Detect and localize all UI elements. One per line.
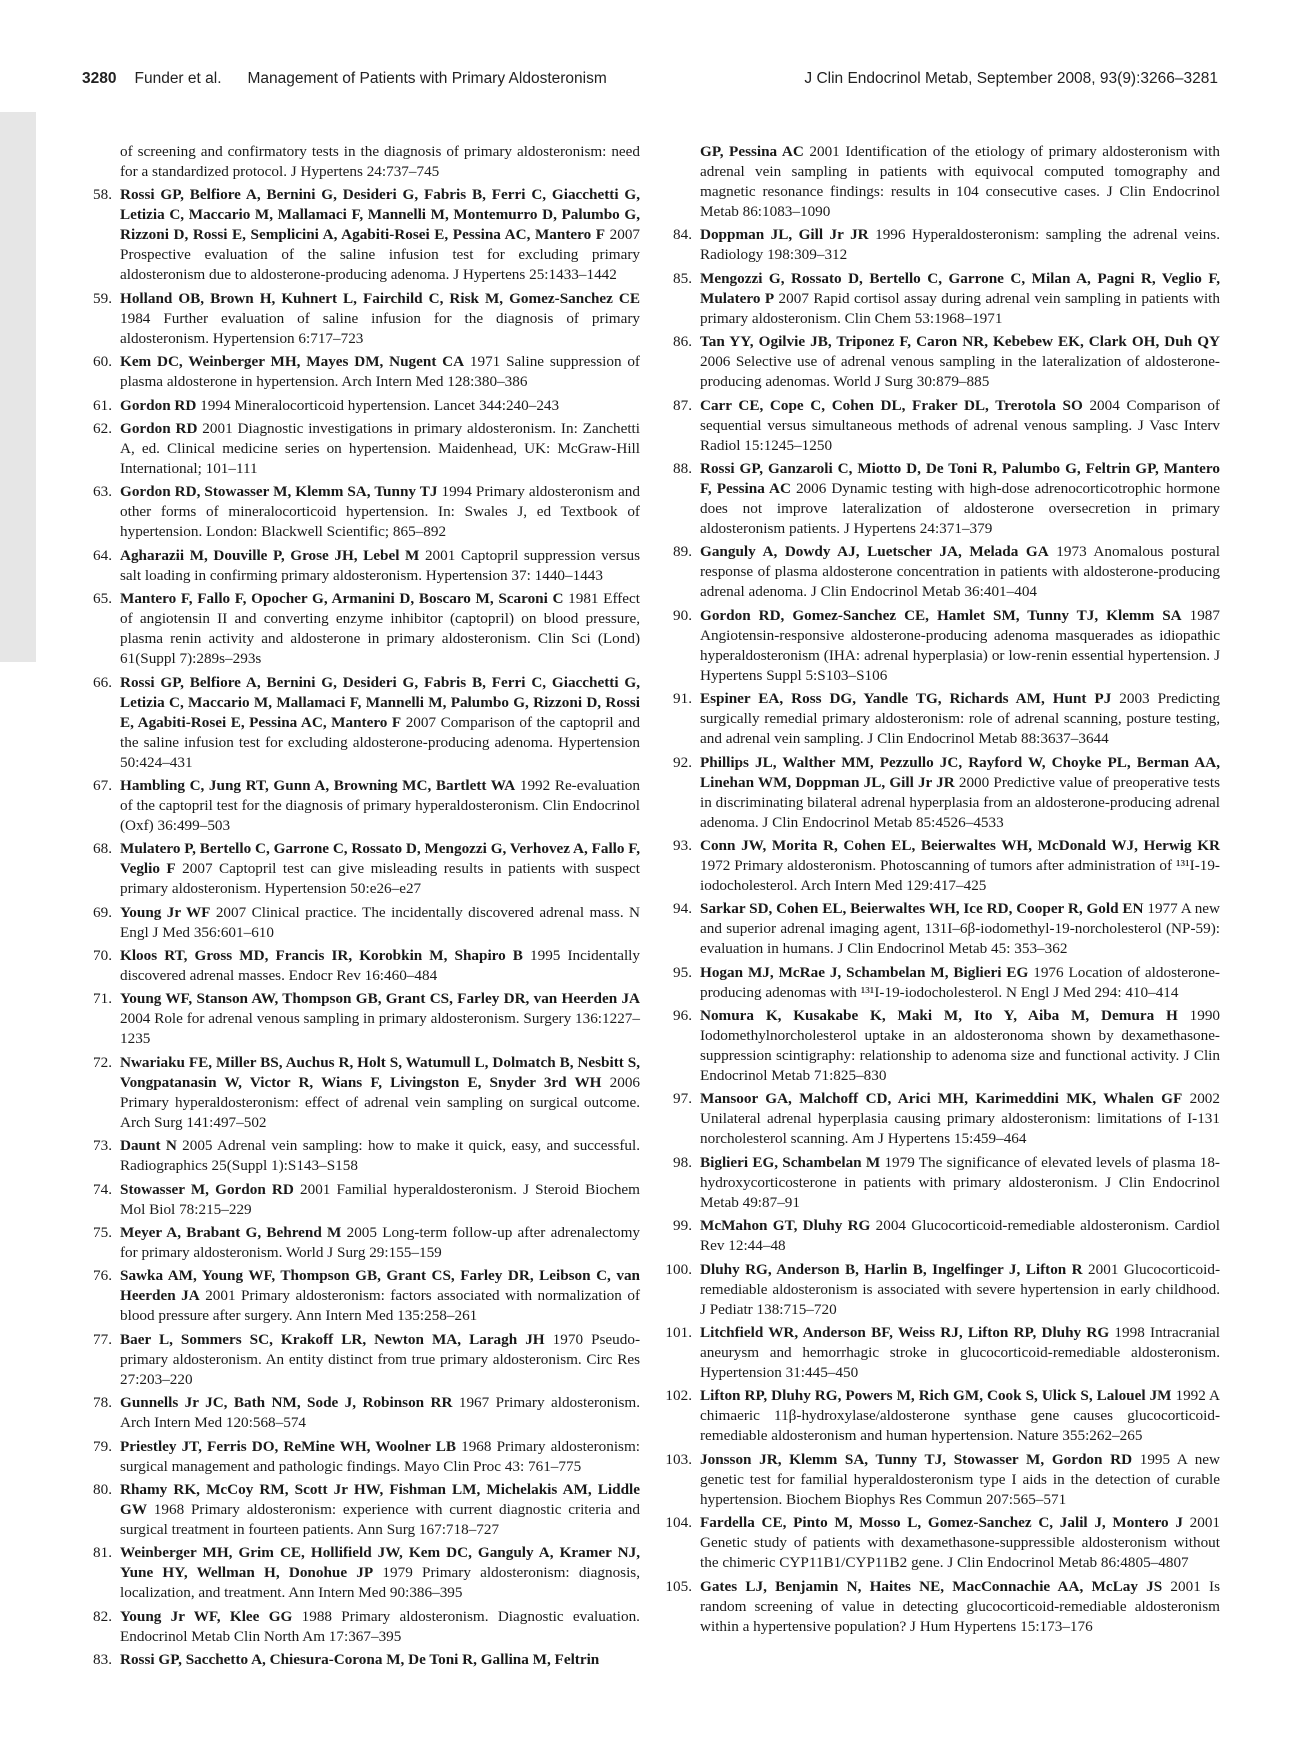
reference-item [665, 1450, 1221, 1510]
reference-number: 90. [673, 606, 692, 624]
reference-number: 66. [93, 673, 112, 691]
reference-authors: Espiner EA, Ross DG, Yandle TG, Richards AM, Hunt PJ [700, 690, 1112, 708]
reference-number: 63. [93, 483, 112, 501]
reference-number: 102. [665, 1387, 692, 1405]
reference-authors: Dluhy RG, Anderson B, Harlin B, Ingelfinger J, Lifton R [700, 1260, 1083, 1278]
reference-authors: Gordon RD [120, 396, 197, 414]
reference-authors: Mantero F, Fallo F, Opocher G, Armanini D, Boscaro M, Scaroni C [120, 590, 564, 608]
reference-number: 77. [93, 1330, 112, 1348]
reference-authors: Ganguly A, Dowdy AJ, Luetscher JA, Melada GA [700, 543, 1049, 561]
reference-number: 84. [673, 226, 692, 244]
reference-item [120, 142, 640, 182]
reference-authors: Weinberger MH, Grim CE, Hollifield JW, Kem DC, Ganguly A, Kramer NJ, Yune HY, Wellman H, Donohue JP [120, 1544, 640, 1582]
reference-text: 2005 Long-term follow-up after adrenalectomy for primary aldosteronism. World J Surg 29:155–159 [120, 1224, 640, 1262]
reference-authors: Jonsson JR, Klemm SA, Tunny TJ, Stowasser M, Gordon RD [700, 1450, 1133, 1468]
reference-authors: Gordon RD, Gomez-Sanchez CE, Hamlet SM, Tunny TJ, Klemm SA [700, 606, 1182, 624]
reference-text: 2001 Familial hyperaldosteronism. J Steroid Biochem Mol Biol 78:215–229 [120, 1180, 640, 1218]
reference-item [673, 899, 1220, 959]
reference-authors: Rossi GP, Ganzaroli C, Miotto D, De Toni R, Palumbo G, Feltrin GP, Mantero F, Pessina AC [700, 459, 1220, 497]
reference-authors: Young Jr WF [120, 903, 211, 921]
reference-item [93, 482, 640, 542]
reference-number: 61. [93, 396, 112, 414]
reference-text: 2007 Captopril test can give misleading results in patients with suspect primary aldosteronism. Hypertension 50:e26–e27 [120, 860, 641, 898]
reference-authors: Tan YY, Ogilvie JB, Triponez F, Caron NR, Kebebew EK, Clark OH, Duh QY [700, 333, 1220, 351]
page-number: 3280 [82, 70, 117, 87]
reference-number: 82. [93, 1607, 112, 1625]
reference-number: 104. [665, 1514, 692, 1532]
reference-text: 1994 Mineralocorticoid hypertension. Lancet 344:240–243 [196, 396, 560, 414]
reference-authors: Sarkar SD, Cohen EL, Beierwaltes WH, Ice RD, Cooper R, Gold EN [700, 900, 1144, 918]
reference-text: 2007 Rapid cortisol assay during adrenal vein sampling in patients with primary aldosteronism. Clin Chem 53:1968–1971 [700, 289, 1220, 327]
reference-item [673, 332, 1220, 392]
side-tab-marker [0, 112, 36, 662]
reference-item [93, 589, 641, 669]
reference-item [93, 1180, 640, 1220]
reference-text: 1973 Anomalous postural response of plasma aldosterone concentration in patients with aldosterone-producing adrenal adenoma. J Clin Endocrinol Metab 36:401–404 [700, 543, 1220, 601]
reference-number: 99. [673, 1217, 692, 1235]
reference-text: 1970 Pseudo-primary aldosteronism. An entity distinct from true primary aldosteronism. Circ Res 27:203–220 [120, 1330, 641, 1388]
reference-number: 79. [93, 1437, 112, 1455]
reference-authors: Hambling C, Jung RT, Gunn A, Browning MC, Bartlett WA [120, 776, 516, 794]
reference-authors: Doppman JL, Gill Jr JR [700, 226, 869, 244]
reference-item [93, 352, 640, 392]
reference-text: 1968 Primary aldosteronism: experience with current diagnostic criteria and surgical treatment in fourteen patients. Ann Surg 167:718–727 [120, 1500, 640, 1538]
reference-item [673, 689, 1220, 749]
reference-item [93, 903, 640, 943]
reference-item [673, 269, 1220, 329]
reference-authors: Meyer A, Brabant G, Behrend M [120, 1224, 342, 1242]
reference-text: 1976 Location of aldosterone-producing adenomas with ¹³¹I-19-iodocholesterol. N Engl J Med 294: 410–414 [700, 963, 1220, 1001]
reference-item [93, 1136, 640, 1176]
reference-text: 2007 Clinical practice. The incidentally discovered adrenal mass. N Engl J Med 356:601–610 [120, 903, 640, 941]
reference-item [700, 142, 1220, 222]
reference-authors: Litchfield WR, Anderson BF, Weiss RJ, Lifton RP, Dluhy RG [700, 1324, 1110, 1342]
reference-authors: Baer L, Sommers SC, Krakoff LR, Newton MA, Laragh JH [120, 1330, 545, 1348]
reference-number: 103. [665, 1450, 692, 1468]
reference-authors: Conn JW, Morita R, Cohen EL, Beierwaltes WH, McDonald WJ, Herwig KR [700, 836, 1220, 854]
reference-number: 93. [673, 836, 692, 854]
reference-number: 98. [673, 1153, 692, 1171]
reference-text: 2001 Identification of the etiology of primary aldosteronism with adrenal vein sampling in patients with equivocal computed tomography and magnetic resonance findings: results in 104 consecutive cases. J Clin Endocrinol Metab 86:1083–1090 [700, 143, 1220, 220]
reference-number: 64. [93, 546, 112, 564]
reference-text: 2006 Selective use of adrenal venous sampling in the lateralization of aldosterone-producing adenomas. World J Surg 30:879–885 [700, 353, 1220, 391]
reference-number: 105. [665, 1577, 692, 1595]
reference-authors: GP, Pessina AC [700, 143, 804, 160]
reference-authors: Gordon RD, Stowasser M, Klemm SA, Tunny TJ [120, 483, 438, 501]
reference-text: 2001 Primary aldosteronism: factors associated with normalization of blood pressure after surgery. Ann Intern Med 135:258–261 [120, 1287, 641, 1325]
reference-number: 96. [673, 1007, 692, 1025]
reference-authors: Nwariaku FE, Miller BS, Auchus R, Holt S, Watumull L, Dolmatch B, Nesbitt S, Vongpatanasin W, Victor R, Wians F, Livingston E, Snyder 3rd WH [120, 1053, 640, 1091]
reference-item [665, 1513, 1221, 1573]
reference-text: 1981 Effect of angiotensin II and converting enzyme inhibitor (captopril) on blood pressure, plasma renin activity and aldosterone in primary aldosteronism. Clin Sci (Lond) 61(Suppl 7):289s–293s [120, 590, 641, 668]
reference-authors: Mulatero P, Bertello C, Garrone C, Rossato D, Mengozzi G, Verhovez A, Fallo F, Veglio F [120, 840, 640, 878]
reference-text: 1988 Primary aldosteronism. Diagnostic evaluation. Endocrinol Metab Clin North Am 17:367–395 [120, 1607, 640, 1645]
reference-text: 1995 Incidentally discovered adrenal masses. Endocr Rev 16:460–484 [120, 947, 640, 985]
reference-number: 67. [93, 776, 112, 794]
reference-text: 1987 Angiotensin-responsive aldosterone-producing adenoma masquerades as idiopathic hyperaldosteronism (IHA: adrenal hyperplasia) or low-renin essential hypertension. J Hypertens Suppl 5:S103–S106 [700, 606, 1220, 684]
reference-authors: Kem DC, Weinberger MH, Mayes DM, Nugent CA [120, 353, 465, 371]
reference-number: 74. [93, 1180, 112, 1198]
reference-item [93, 1053, 640, 1133]
reference-item [93, 776, 640, 836]
reference-item [673, 225, 1220, 265]
reference-number: 58. [93, 186, 112, 204]
reference-text: 1977 A new and superior adrenal imaging agent, 131I–6β-iodomethyl-19-norcholesterol (NP-59): evaluation in humans. J Clin Endocrinol Metab 45: 353–362 [700, 900, 1220, 958]
reference-item [93, 1223, 640, 1263]
reference-text: 1992 Re-evaluation of the captopril test for the diagnosis of primary hyperaldosteronism. Clin Endocrinol (Oxf) 36:499–503 [120, 776, 640, 834]
reference-authors: Gunnells Jr JC, Bath NM, Sode J, Robinson RR [120, 1394, 453, 1412]
reference-text: 2000 Predictive value of preoperative tests in discriminating bilateral adrenal hyperplasia from an aldosterone-producing adrenal adenoma. J Clin Endocrinol Metab 85:4526–4533 [700, 773, 1220, 831]
reference-number: 59. [93, 289, 112, 307]
reference-text: 1995 A new genetic test for familial hyperaldosteronism type I aids in the detection of curable hypertension. Biochem Biophys Res Commun 207:565–571 [700, 1450, 1221, 1508]
reference-authors: Daunt N [120, 1137, 177, 1155]
reference-text: 1972 Primary aldosteronism. Photoscanning of tumors after administration of ¹³¹I-19-iodocholesterol. Arch Intern Med 129:417–425 [700, 856, 1220, 894]
reference-text: 2001 Is random screening of value in detecting glucocorticoid-remediable aldosteronism within a hypertensive population? J Hum Hypertens 15:173–176 [700, 1577, 1220, 1635]
reference-number: 75. [93, 1224, 112, 1242]
reference-number: 80. [93, 1480, 112, 1498]
reference-item [673, 753, 1220, 833]
reference-item [93, 1330, 641, 1390]
reference-item [93, 546, 640, 586]
reference-authors: Biglieri EG, Schambelan M [700, 1153, 881, 1171]
reference-authors: Fardella CE, Pinto M, Mosso L, Gomez-Sanchez C, Jalil J, Montero J [700, 1514, 1183, 1532]
reference-number: 89. [673, 543, 692, 561]
reference-number: 101. [665, 1324, 692, 1342]
reference-number: 86. [673, 333, 692, 351]
reference-authors: Holland OB, Brown H, Kuhnert L, Fairchild C, Risk M, Gomez-Sanchez CE [120, 289, 640, 307]
reference-item [93, 419, 640, 479]
reference-authors: Hogan MJ, McRae J, Schambelan M, Biglieri EG [700, 963, 1029, 981]
reference-number: 68. [93, 840, 112, 858]
reference-authors: Sawka AM, Young WF, Thompson GB, Grant CS, Farley DR, Leibson C, van Heerden JA [120, 1267, 640, 1305]
reference-number: 73. [93, 1137, 112, 1155]
reference-item [665, 1577, 1220, 1637]
reference-authors: Rossi GP, Sacchetto A, Chiesura-Corona M, De Toni R, Gallina M, Feltrin [120, 1651, 600, 1669]
reference-number: 71. [93, 990, 112, 1008]
reference-text: 2001 Genetic study of patients with dexamethasone-suppressible aldosteronism without the chimeric CYP11B1/CYP11B2 gene. J Clin Endocrinol Metab 86:4805–4807 [700, 1514, 1221, 1572]
reference-number: 95. [673, 963, 692, 981]
reference-text: 2006 Primary hyperaldosteronism: effect of adrenal vein sampling on surgical outcome. Arch Surg 141:497–502 [120, 1073, 640, 1131]
reference-number: 78. [93, 1394, 112, 1412]
reference-number: 92. [673, 753, 692, 771]
reference-number: 72. [93, 1053, 112, 1071]
reference-text: 1990 Iodomethylnorcholesterol uptake in an aldosteronoma shown by dexamethasone-suppression scintigraphy: relationship to adenoma size and functional activity. J Clin Endocrinol Metab 71:825–830 [700, 1007, 1221, 1085]
reference-authors: Rossi GP, Belfiore A, Bernini G, Desideri G, Fabris B, Ferri C, Giacchetti G, Letizia C, Maccario M, Mallamaci F, Mannelli M, Palumbo G, Rizzoni D, Rossi E, Agabiti-Rosei E, Pessina AC, Mantero F [120, 673, 640, 731]
reference-text: 2007 Prospective evaluation of the saline infusion test for excluding primary aldosteronism due to aldosterone-producing adenoma. J Hypertens 25:1433–1442 [120, 226, 640, 284]
header-title: Management of Patients with Primary Aldosteronism [247, 70, 607, 87]
reference-authors: Young Jr WF, Klee GG [120, 1607, 293, 1625]
reference-item [673, 459, 1221, 539]
running-header [82, 70, 1218, 94]
header-left [82, 70, 607, 88]
right-reference-column [665, 142, 1221, 1640]
reference-number: 94. [673, 900, 692, 918]
reference-item [93, 1266, 641, 1326]
reference-authors: Nomura K, Kusakabe K, Maki M, Ito Y, Aiba M, Demura H [700, 1007, 1178, 1025]
reference-number: 69. [93, 903, 112, 921]
reference-number: 85. [673, 269, 692, 287]
reference-authors: Carr CE, Cope C, Cohen DL, Fraker DL, Trerotola SO [700, 396, 1083, 414]
reference-number: 60. [93, 353, 112, 371]
reference-authors: Gates LJ, Benjamin N, Haites NE, MacConnachie AA, McLay JS [700, 1577, 1163, 1595]
reference-text: 1992 A chimaeric 11β-hydroxylase/aldosterone synthase gene causes glucocorticoid-remediable aldosteronism and human hypertension. Nature 355:262–265 [700, 1387, 1220, 1445]
reference-item [665, 1386, 1220, 1446]
reference-item [673, 606, 1220, 686]
reference-number: 100. [665, 1260, 692, 1278]
left-reference-column [93, 142, 641, 1674]
reference-item [673, 542, 1220, 602]
reference-item [673, 1089, 1220, 1149]
header-authors: Funder et al. [134, 70, 222, 87]
reference-number: 76. [93, 1267, 112, 1285]
reference-item [93, 185, 640, 285]
reference-item [673, 396, 1220, 456]
reference-text: 1968 Primary aldosteronism: surgical management and pathologic findings. Mayo Clin Proc 43: 761–775 [120, 1437, 640, 1475]
reference-number: 91. [673, 690, 692, 708]
reference-text: 2006 Dynamic testing with high-dose adrenocorticotrophic hormone does not improve lateralization of aldosterone oversecretion in primary aldosteronism patients. J Hypertens 24:371–379 [700, 479, 1221, 537]
header-journal: J Clin Endocrinol Metab, September 2008, 93(9):3266–3281 [804, 70, 1218, 87]
reference-text: 2001 Glucocorticoid-remediable aldosteronism is associated with severe hypertension in early childhood. J Pediatr 138:715–720 [700, 1260, 1220, 1318]
reference-item [673, 1216, 1220, 1256]
reference-authors: Mengozzi G, Rossato D, Bertello C, Garrone C, Milan A, Pagni R, Veglio F, Mulatero P [700, 269, 1220, 307]
reference-number: 87. [673, 396, 692, 414]
reference-number: 97. [673, 1090, 692, 1108]
reference-item [93, 946, 640, 986]
reference-authors: Lifton RP, Dluhy RG, Powers M, Rich GM, Cook S, Ulick S, Lalouel JM [700, 1387, 1172, 1405]
reference-item [93, 1393, 640, 1433]
reference-text: 2002 Unilateral adrenal hyperplasia causing primary aldosteronism: limitations of I-131 norcholesterol scanning. Am J Hypertens 15:459–464 [700, 1090, 1220, 1148]
reference-authors: Priestley JT, Ferris DO, ReMine WH, Woolner LB [120, 1437, 457, 1455]
reference-item [665, 1323, 1221, 1383]
reference-text: 1994 Primary aldosteronism and other forms of mineralocorticoid hypertension. In: Swales J, ed Textbook of hypertension. London: Blackwell Scientific; 865–892 [120, 483, 640, 541]
reference-text: 1979 Primary aldosteronism: diagnosis, localization, and treatment. Ann Intern Med 90:386–395 [120, 1564, 640, 1602]
reference-item [93, 1607, 640, 1647]
reference-item [673, 963, 1220, 1003]
reference-item [673, 1006, 1221, 1086]
reference-text: 2004 Comparison of sequential versus simultaneous methods of adrenal venous sampling. J Vasc Interv Radiol 15:1245–1250 [700, 396, 1220, 454]
reference-authors: Gordon RD [120, 419, 198, 437]
reference-item [93, 1437, 640, 1477]
reference-authors: Young WF, Stanson AW, Thompson GB, Grant CS, Farley DR, van Heerden JA [120, 990, 640, 1008]
reference-authors: Mansoor GA, Malchoff CD, Arici MH, Karimeddini MK, Whalen GF [700, 1090, 1183, 1108]
reference-item [93, 1480, 640, 1540]
reference-text: 1996 Hyperaldosteronism: sampling the adrenal veins. Radiology 198:309–312 [700, 226, 1220, 264]
reference-item [93, 673, 640, 773]
reference-text: 2001 Diagnostic investigations in primary aldosteronism. In: Zanchetti A, ed. Clinical medicine series on hypertension. Maidenhead, UK: McGraw-Hill International; 101–111 [120, 419, 640, 477]
reference-item [93, 839, 641, 899]
reference-text: 1998 Intracranial aneurysm and hemorrhagic stroke in glucocorticoid-remediable aldosteronism. Hypertension 31:445–450 [700, 1324, 1221, 1382]
reference-text: 2001 Captopril suppression versus salt loading in confirming primary aldosteronism. Hypertension 37: 1440–1443 [120, 546, 640, 584]
reference-item [93, 396, 640, 416]
reference-authors: Kloos RT, Gross MD, Francis IR, Korobkin M, Shapiro B [120, 947, 523, 965]
reference-authors: Stowasser M, Gordon RD [120, 1180, 294, 1198]
reference-number: 83. [93, 1651, 112, 1669]
reference-text: of screening and confirmatory tests in the diagnosis of primary aldosteronism: need for a standardized protocol. J Hypertens 24:737–745 [120, 143, 640, 180]
reference-authors: Rossi GP, Belfiore A, Bernini G, Desideri G, Fabris B, Ferri C, Giacchetti G, Letizia C, Maccario M, Mallamaci F, Mannelli M, Montemurro D, Palumbo G, Rizzoni D, Rossi E, Semplicini A, Agabiti-Rosei E, Pessina AC, Mantero F [120, 186, 640, 244]
reference-item [673, 1153, 1220, 1213]
reference-authors: McMahon GT, Dluhy RG [700, 1217, 871, 1235]
reference-text: 1967 Primary aldosteronism. Arch Intern Med 120:568–574 [120, 1394, 640, 1432]
reference-text: 1971 Saline suppression of plasma aldosterone in hypertension. Arch Intern Med 128:380–386 [120, 353, 640, 391]
reference-authors: Rhamy RK, McCoy RM, Scott Jr HW, Fishman LM, Michelakis AM, Liddle GW [120, 1480, 640, 1518]
reference-number: 88. [673, 459, 692, 477]
reference-text: 1979 The significance of elevated levels of plasma 18-hydroxycorticosterone in patients with primary aldosteronism. J Clin Endocrinol Metab 49:87–91 [700, 1153, 1220, 1211]
reference-item [665, 1260, 1220, 1320]
reference-text: 2003 Predicting surgically remedial primary aldosteronism: role of adrenal scanning, posture testing, and adrenal vein sampling. J Clin Endocrinol Metab 88:3637–3644 [700, 690, 1220, 748]
reference-item [93, 1650, 640, 1670]
reference-number: 70. [93, 947, 112, 965]
reference-number: 81. [93, 1544, 112, 1562]
reference-item [673, 836, 1220, 896]
reference-text: 2004 Role for adrenal venous sampling in primary aldosteronism. Surgery 136:1227–1235 [120, 1010, 640, 1048]
reference-number: 62. [93, 419, 112, 437]
reference-text: 2004 Glucocorticoid-remediable aldosteronism. Cardiol Rev 12:44–48 [700, 1217, 1220, 1255]
reference-text: 2005 Adrenal vein sampling: how to make it quick, easy, and successful. Radiographics 25(Suppl 1):S143–S158 [120, 1137, 640, 1175]
reference-item [93, 1543, 640, 1603]
reference-item [93, 989, 640, 1049]
reference-authors: Phillips JL, Walther MM, Pezzullo JC, Rayford W, Choyke PL, Berman AA, Linehan WM, Doppman JL, Gill Jr JR [700, 753, 1220, 791]
reference-text: 1984 Further evaluation of saline infusion for the diagnosis of primary aldosteronism. Hypertension 6:717–723 [120, 309, 640, 347]
reference-authors: Agharazii M, Douville P, Grose JH, Lebel M [120, 546, 420, 564]
reference-text: 2007 Comparison of the captopril and the saline infusion test for excluding aldosterone-producing adenoma. Hypertension 50:424–431 [120, 713, 640, 771]
reference-item [93, 289, 640, 349]
reference-number: 65. [93, 590, 112, 608]
